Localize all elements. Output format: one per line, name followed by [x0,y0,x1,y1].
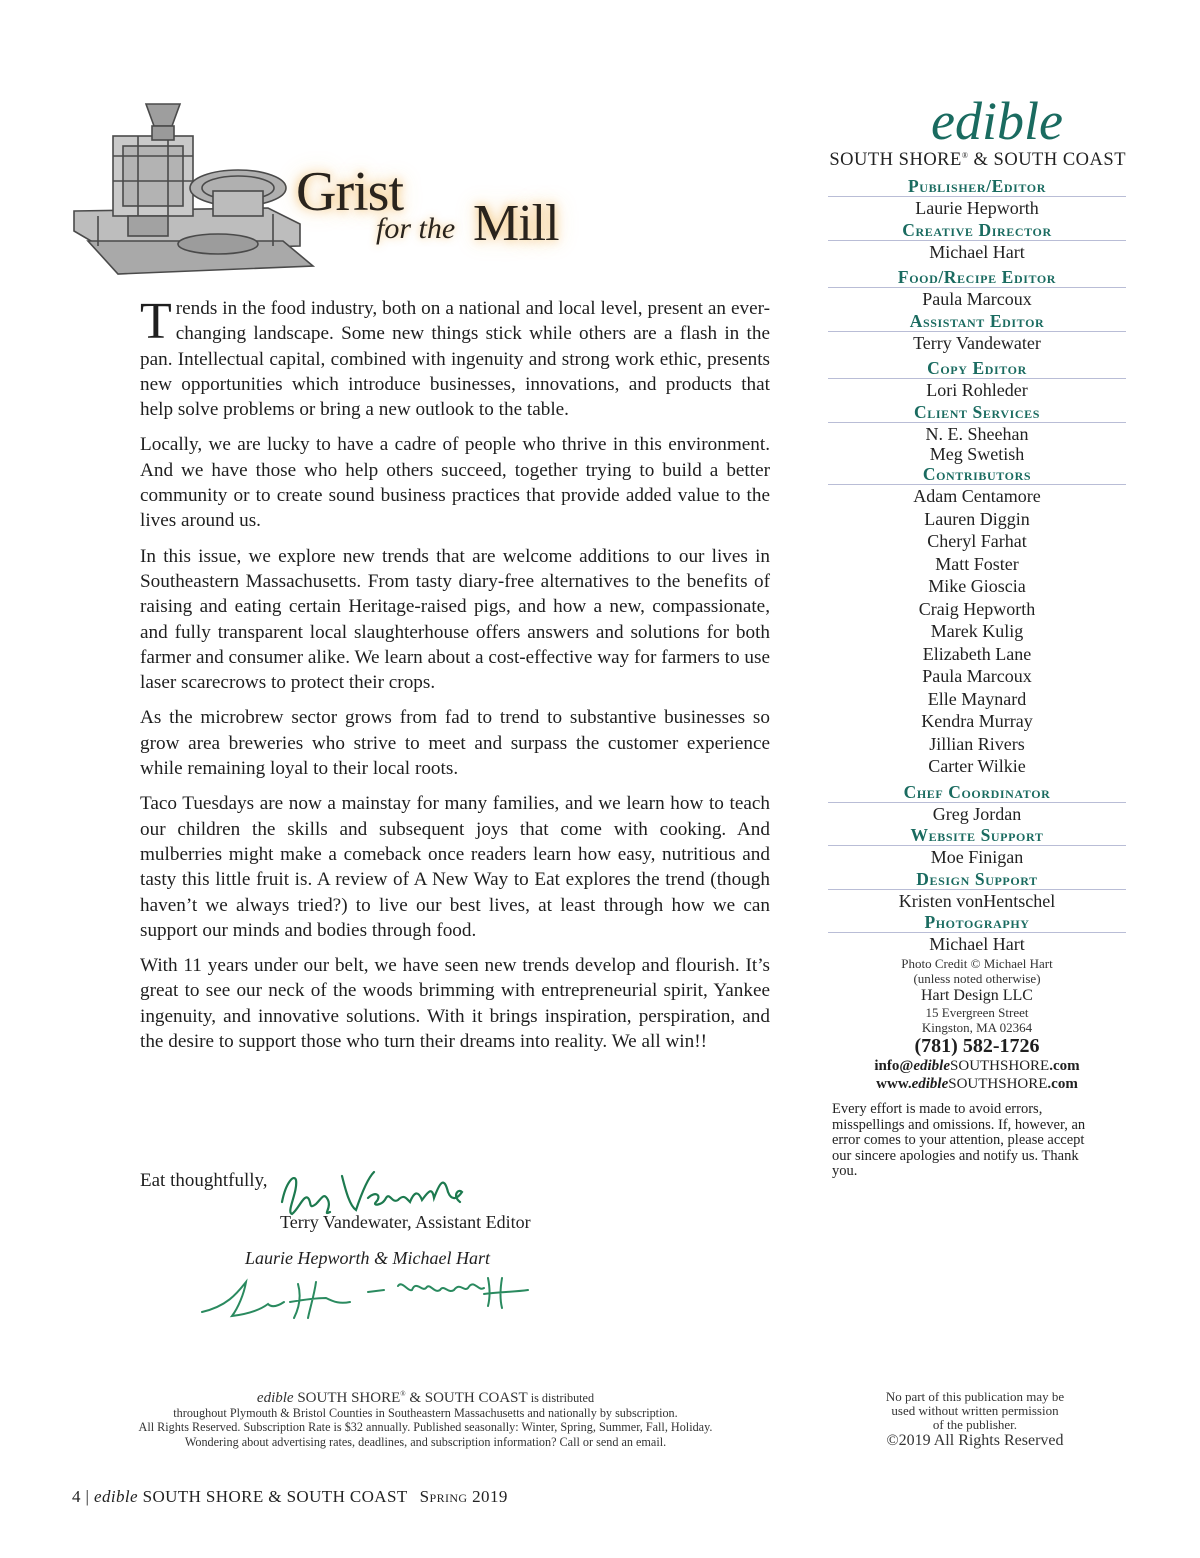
distribution-line-4: Wondering about advertising rates, deadlines, and subscription information? Call or send an email. [184,1434,667,1449]
person-food-editor: Paula Marcoux [922,289,1032,310]
role-copy-editor: Copy Editor [828,358,1126,379]
web-part-4: .com [1047,1075,1078,1092]
company-name: Hart Design LLC [921,986,1033,1004]
person-chef-coordinator: Greg Jordan [932,803,1022,824]
footer-pub-reg: ® [400,1390,406,1398]
company-street: 15 Evergreen Street [925,1004,1029,1020]
contributor: Mike Gioscia [928,576,1026,597]
role-contributors: Contributors [828,464,1126,485]
co-signers: Laurie Hepworth & Michael Hart [245,1248,490,1268]
footer-pub-tail: is distributed [527,1391,595,1405]
email-part-2: edible [913,1057,951,1074]
person-client-services-2: Meg Swetish [929,444,1025,465]
copyright-line-4: ©2019 All Rights Reserved [886,1432,1064,1449]
photo-credit: Photo Credit © Michael Hart [901,955,1053,971]
masthead-logo: edible [931,91,1063,151]
web-part-3: SOUTHSHORE [948,1075,1048,1092]
role-food-recipe-editor: Food/Recipe Editor [828,267,1126,288]
folio-issue: Spring 2019 [419,1487,508,1506]
folio-separator: | [80,1487,95,1506]
contributor: Paula Marcoux [922,666,1032,687]
distribution-line-1 [98,1387,753,1406]
signature-laurie-michael [198,1272,543,1322]
title-grist: Grist [296,161,403,223]
copyright-note [855,1390,1095,1448]
distribution-line-3: All Rights Reserved. Subscription Rate is $32 annually. Published seasonally: Winter, Spring, Summer, Fall, Holiday. [138,1420,713,1435]
photo-note: (unless noted otherwise) [913,970,1041,986]
company-email [828,1057,1126,1075]
contributor: Carter Wilkie [928,756,1026,777]
email-part-1: info@ [874,1057,914,1074]
web-part-2: edible [911,1075,949,1092]
letter-paragraph-6: With 11 years under our belt, we have seen new trends develop and flourish. It’s great to see our neck of the woods brimming with entrepreneurial spirit, Yankee ingenuity, and innovative solutions. With it brings inspiration, perspiration, and the desire to support those who turn their dreams into reality. We all win!! [140,955,770,1053]
letter-paragraph-1: Trends in the food industry, both on a national and local level, present an ever-changing landscape. Some new things stick while others are a flash in the pan. Intellectual capital, combined with ingenuity and strong work ethic, presents new opportunities which introduce businesses, innovations, and products that help solve problems or bring a new outlook to the table. [140,293,770,421]
letter-paragraph-2: Locally, we are lucky to have a cadre of people who thrive in this environment. And we have those who help others succeed, together trying to build a better community or to create sound business practices that provide added value to the lives around us. [140,434,770,532]
role-website-support: Website Support [828,825,1126,846]
person-design-support: Kristen vonHentschel [898,890,1056,911]
signer-name: Terry Vandewater, Assistant Editor [280,1212,531,1232]
folio-publication: SOUTH SHORE & SOUTH COAST [137,1487,408,1506]
role-publisher-editor: Publisher/Editor [828,176,1126,197]
person-website-support: Moe Finigan [930,847,1024,868]
person-client-services-1: N. E. Sheehan [925,423,1029,444]
signature-terry-vandewater [272,1162,472,1218]
logo-sub-name-2: & SOUTH COAST [968,150,1126,171]
company-website [828,1075,1126,1093]
grist-mill-illustration [68,96,318,281]
letter-paragraph-5: Taco Tuesdays are now a mainstay for many families, and we learn how to teach our children the skills and subsequent joys that come with cooking. And mulberries might make a comeback once readers learn how easy, nutritious and tasty this little fruit is. A review of A New Way to Eat explores the trend (though haven’t we always tried?) to live our best lives, at least through how we can support our minds and bodies through food. [140,793,770,941]
copyright-line-2: used without written permission [891,1403,1059,1418]
letter-closing: Eat thoughtfully, [140,1170,268,1191]
title-mill: Mill [473,195,559,252]
contributor: Marek Kulig [930,621,1024,642]
footer-pub-italic: edible [256,1390,294,1406]
role-photography: Photography [828,912,1126,933]
distribution-line-2: throughout Plymouth & Bristol Counties in Southeastern Massachusetts and nationally by subscription. [173,1405,678,1420]
email-part-3: SOUTHSHORE [950,1057,1050,1074]
person-creative-director: Michael Hart [929,241,1025,262]
editors-letter [140,293,770,1064]
logo-sub-name: SOUTH SHORE [829,150,962,171]
letter-paragraph-3: In this issue, we explore new trends that are welcome additions to our lives in Southeastern Massachusetts. From tasty diary-free alternatives to the benefits of raising and eating certain Heritage-raised pigs, and how a new, compassionate, and fully transparent local slaughterhouse offers answers and solutions for both farmer and consumer alike. We learn about a cost-effective way for farmers to use laser scarecrows to protect their crops. [140,545,770,694]
email-part-4: .com [1049,1057,1080,1074]
errors-disclaimer: Every effort is made to avoid errors, misspellings and omissions. If, however, an error comes to your attention, please accept our sincere apologies and notify us. Thank you. [832,1101,1086,1179]
copyright-line-3: of the publisher. [932,1417,1018,1432]
role-client-services: Client Services [828,402,1126,423]
role-assistant-editor: Assistant Editor [828,311,1126,332]
contributor: Elizabeth Lane [922,643,1032,664]
person-copy-editor: Lori Rohleder [926,380,1028,401]
person-publisher: Laurie Hepworth [915,198,1039,219]
contributor: Kendra Murray [921,711,1033,732]
page-folio [72,1487,508,1507]
person-assistant-editor: Terry Vandewater [913,332,1041,353]
person-photography: Michael Hart [929,934,1025,955]
web-part-1: www. [876,1075,912,1092]
contributor: Cheryl Farhat [927,531,1027,552]
logo-registered-mark: ® [961,151,969,160]
role-chef-coordinator: Chef Coordinator [828,782,1126,803]
contributor: Matt Foster [935,553,1019,574]
contributor: Jillian Rivers [929,733,1025,754]
page-number: 4 [72,1487,81,1506]
contributor: Adam Centamore [913,486,1041,507]
footer-pub-name: SOUTH SHORE [293,1390,401,1406]
letter-paragraph-4: As the microbrew sector grows from fad to trend to substantive businesses so grow area breweries who strive to meet and surpass the customer experience while remaining loyal to their local roots. [140,707,770,780]
title-for-the: for the [376,212,456,245]
copyright-line-1: No part of this publication may be [885,1389,1065,1404]
role-design-support: Design Support [828,869,1126,890]
contributor: Lauren Diggin [924,508,1030,529]
company-city: Kingston, MA 02364 [921,1019,1033,1035]
folio-italic: edible [94,1487,138,1506]
contributor: Elle Maynard [927,688,1027,709]
distribution-note [98,1387,753,1449]
contributor: Craig Hepworth [918,598,1036,619]
role-creative-director: Creative Director [828,220,1126,241]
footer-pub-name-2: & SOUTH COAST [405,1390,528,1406]
masthead [828,91,1126,1093]
company-phone: (781) 582-1726 [914,1034,1040,1057]
masthead-logo-subtitle [828,146,1126,170]
